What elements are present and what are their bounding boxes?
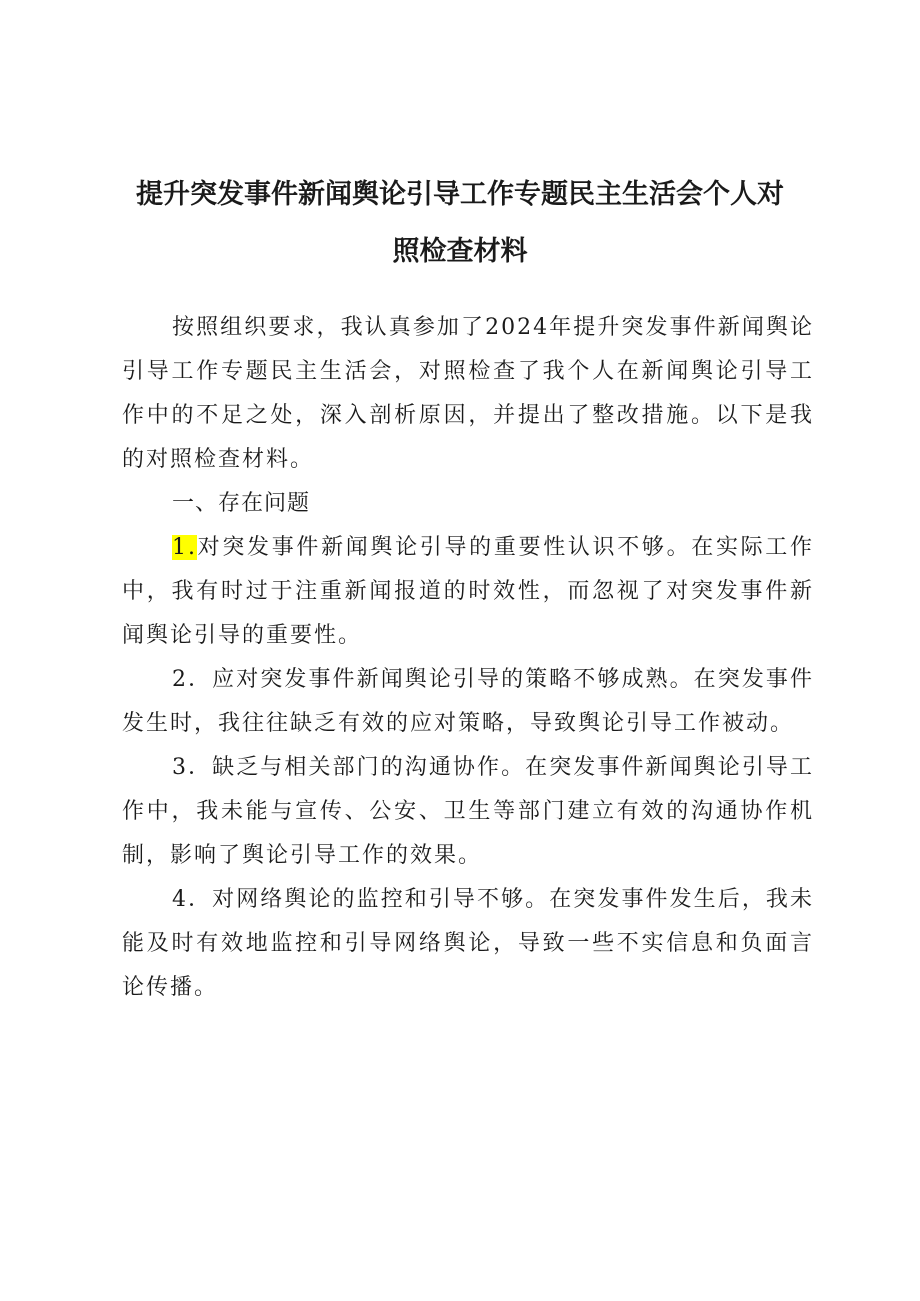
item-number-highlighted: 1. (172, 535, 197, 560)
intro-paragraph: 按照组织要求，我认真参加了2024年提升突发事件新闻舆论引导工作专题民主生活会，对照检查了我个人在新闻舆论引导工作中的不足之处，深入剖析原因，并提出了整改措施。以下是我的对照检查材料。 (122, 315, 814, 472)
problem-item-4 (122, 878, 814, 1010)
title-line-1: 提升突发事件新闻舆论引导工作专题民主生活会个人对 (136, 179, 784, 210)
title-line-2: 照检查材料 (392, 236, 528, 267)
problem-item-1 (122, 526, 814, 658)
item-text: 对网络舆论的监控和引导不够。在突发事件发生后，我未能及时有效地监控和引导网络舆论，导致一些不实信息和负面言论传播。 (122, 887, 814, 1000)
problem-item-2 (122, 658, 814, 746)
problem-item-3 (122, 746, 814, 878)
item-number: 2． (172, 667, 213, 692)
item-text: 对突发事件新闻舆论引导的重要性认识不够。在实际工作中，我有时过于注重新闻报道的时效性，而忽视了对突发事件新闻舆论引导的重要性。 (122, 535, 814, 648)
item-number: 3． (172, 755, 213, 780)
document-body (122, 306, 814, 1010)
item-number: 4． (172, 887, 213, 912)
item-text: 缺乏与相关部门的沟通协作。在突发事件新闻舆论引导工作中，我未能与宣传、公安、卫生等部门建立有效的沟通协作机制，影响了舆论引导工作的效果。 (122, 755, 814, 868)
item-text: 应对突发事件新闻舆论引导的策略不够成熟。在突发事件发生时，我往往缺乏有效的应对策略，导致舆论引导工作被动。 (122, 667, 814, 736)
section-heading-problems: 一、存在问题 (172, 491, 311, 516)
document-title (120, 166, 800, 280)
